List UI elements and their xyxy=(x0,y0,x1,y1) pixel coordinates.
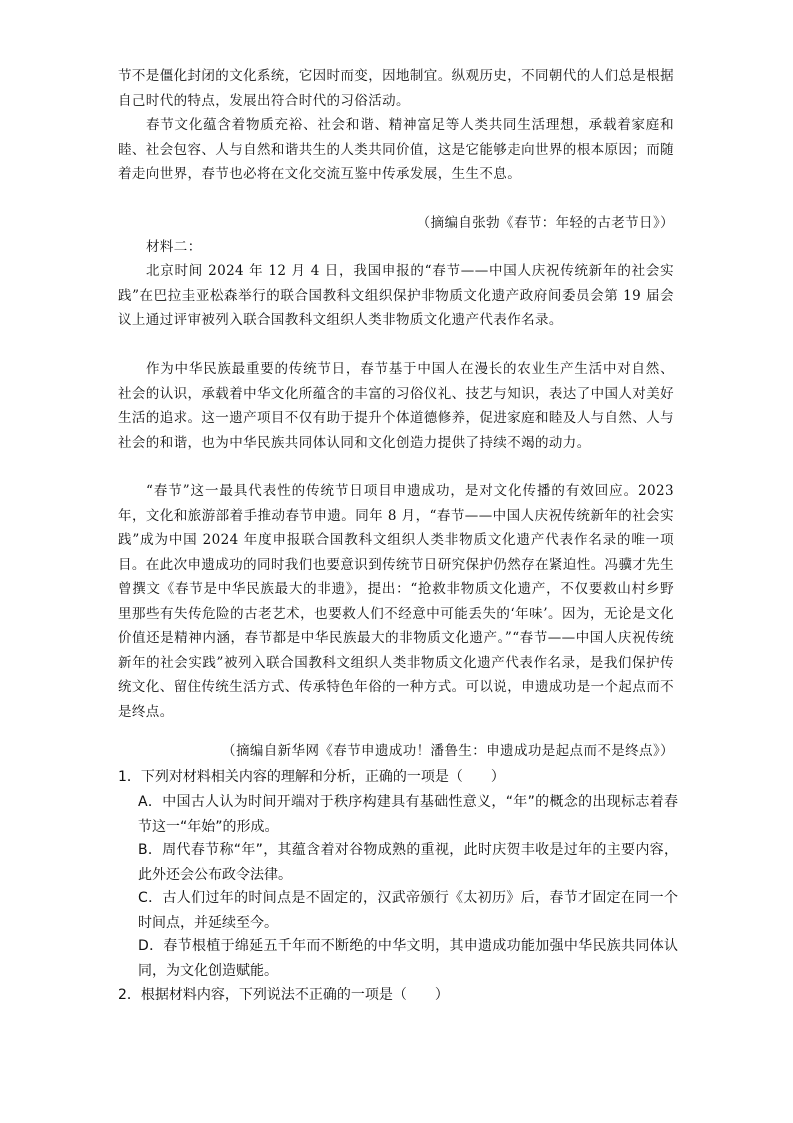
material2-paragraph: 作为中华民族最重要的传统节日，春节基于中国人在漫长的农业生产生活中对自然、社会的认识，承载着中华文化所蕴含的丰富的习俗仪礼、技艺与知识，表达了中国人对美好生活的追求。这一遗产项目不仅有助于提升个体道德修养，促进家庭和睦及人与自然、人与社会的和谐，也为中华民族共同体认同和文化创造力提供了持续不竭的动力。 xyxy=(118,361,674,451)
material1-paragraph: 节不是僵化封闭的文化系统，它因时而变，因地制宜。纵观历史，不同朝代的人们总是根据自己时代的特点，发展出符合时代的习俗活动。 xyxy=(118,68,674,109)
question-1-option-b: B．周代春节称“年”，其蕴含着对谷物成熟的重视，此时庆贺丰收是过年的主要内容，此外还会公布政令法律。 xyxy=(138,842,678,883)
material2-paragraph: 北京时间 2024 年 12 月 4 日，我国申报的“春节——中国人庆祝传统新年的社会实践”在巴拉圭亚松森举行的联合国教科文组织保护非物质文化遗产政府间委员会第 19 届会议上通过评审被列入联合国教科文组织人类非物质文化遗产代表作名录。 xyxy=(118,263,674,328)
material1-paragraph: 春节文化蕴含着物质充裕、社会和谐、精神富足等人类共同生活理想，承载着家庭和睦、社会包容、人与自然和谐共生的人类共同价值，这是它能够走向世界的根本原因；而随着走向世界，春节也必将在文化交流互鉴中传承发展，生生不息。 xyxy=(118,117,674,182)
source-citation-1: （摘编自张勃《春节：年轻的古老节日》） xyxy=(416,215,674,231)
question-1-option-d: D．春节根植于绵延五千年而不断绝的中华文明，其申遗成功能加强中华民族共同体认同，为文化创造赋能。 xyxy=(138,938,678,979)
question-1-stem: 1．下列对材料相关内容的理解和分析，正确的一项是（ ） xyxy=(118,769,505,785)
question-2-stem: 2．根据材料内容，下列说法不正确的一项是（ ） xyxy=(118,987,449,1003)
material2-label: 材料二： xyxy=(146,239,202,255)
material2-paragraph: “春节”这一最具代表性的传统节日项目申遗成功，是对文化传播的有效回应。2023 年，文化和旅游部着手推动春节申遗。同年 8 月，“春节——中国人庆祝传统新年的社会实践”成为中国 2024 年度申报联合国教科文组织人类非物质文化遗产代表作名录的唯一项目。在此次申遗成功的同时我们也要意识到传统节日研究保护仍然存在紧迫性。冯骥才先生曾撰文《春节是中华民族最大的非遗》，提出：“抢救非物质文化遗产，不仅要救山村乡野里那些有失传危险的古老艺术，也要救人们不经意中可能丢失的‘年味’。因为，无论是文化价值还是精神内涵，春节都是中华民族最大的非物质文化遗产。”“春节——中国人庆祝传统新年的社会实践”被列入联合国教科文组织人类非物质文化遗产代表作名录，是我们保护传统文化、留住传统生活方式、传承特色年俗的一种方式。可以说，申遗成功是一个起点而不是终点。 xyxy=(118,483,674,720)
question-1-option-c: C．古人们过年的时间点是不固定的，汉武帝颁行《太初历》后，春节才固定在同一个时间点，并延续至今。 xyxy=(138,890,678,931)
source-citation-2: （摘编自新华网《春节申遗成功！潘鲁生：申遗成功是起点而不是终点》） xyxy=(222,743,674,759)
question-1-option-a: A．中国古人认为时间开端对于秩序构建具有基础性意义，“年”的概念的出现标志着春节这一“年始”的形成。 xyxy=(138,794,678,835)
